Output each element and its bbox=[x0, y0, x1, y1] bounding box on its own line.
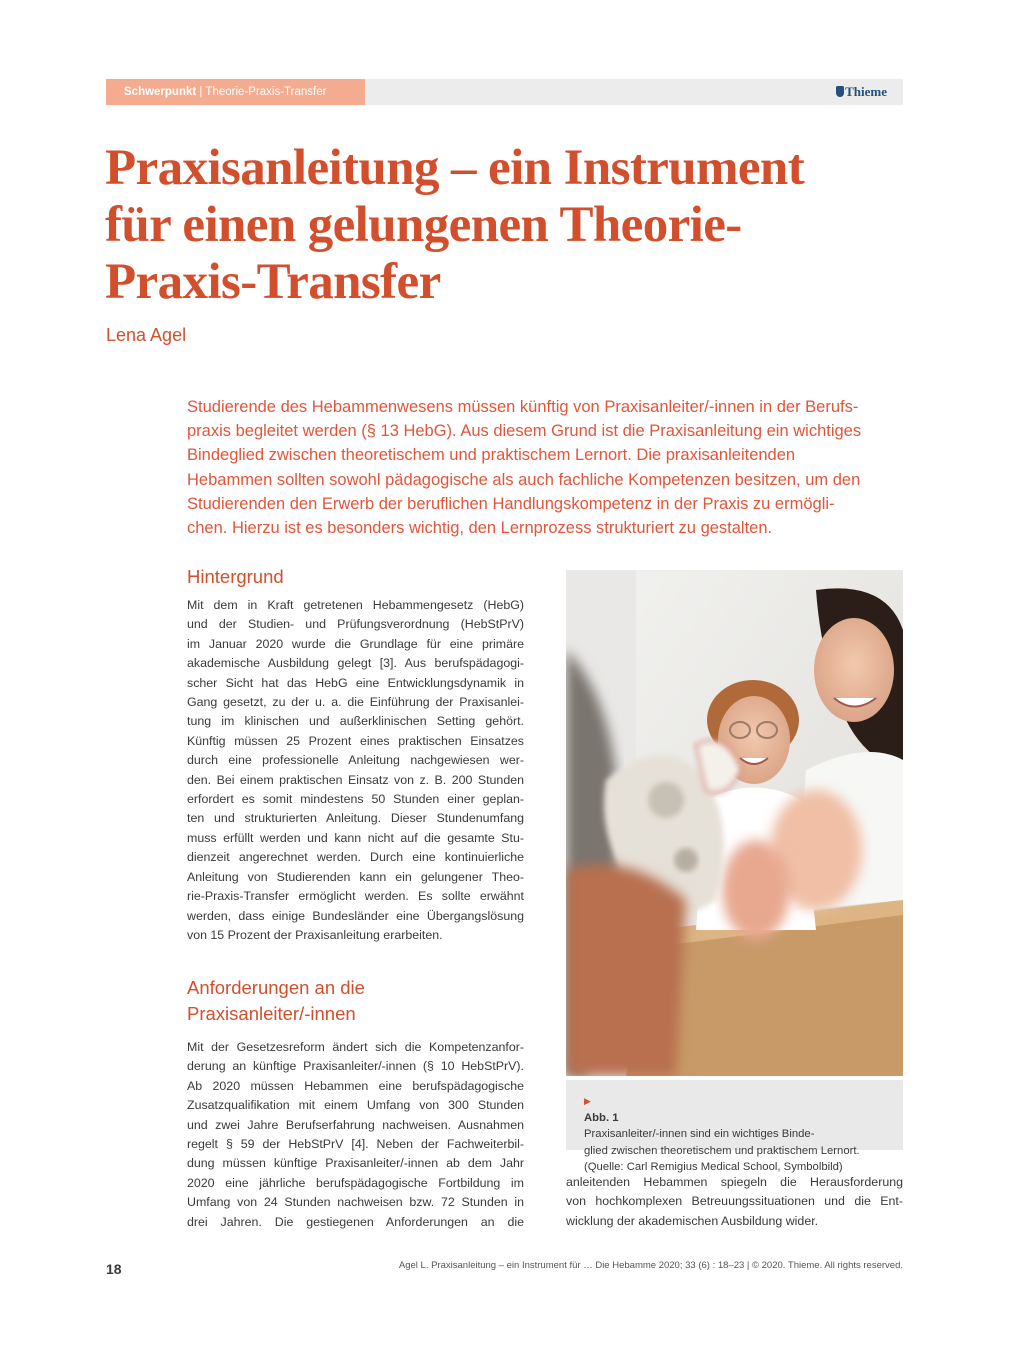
body-line: von 15 Prozent der Praxisanleitung erarbeiten. bbox=[187, 927, 443, 942]
section-tag bbox=[106, 79, 365, 105]
body-line: Mit der Gesetzesreform ändert sich die Kompetenzanfor- bbox=[187, 1040, 524, 1054]
body-line: Mit dem in Kraft getretenen Hebammengesetz (HebG) bbox=[187, 598, 524, 612]
publisher-crest-icon bbox=[836, 86, 844, 97]
caption-line: (Quelle: Carl Remigius Medical School, Symbolbild) bbox=[584, 1161, 843, 1173]
body-line: derung an künftige Praxisanleiter/-innen (§ 10 HebStPrV). bbox=[187, 1059, 524, 1074]
title-line: Praxis-Transfer bbox=[105, 254, 441, 310]
body-line: drei Jahren. Die gestiegenen Anforderungen an die bbox=[187, 1214, 524, 1229]
body-line: ten und strukturierten Anleitung. Dieser Stundenumfang bbox=[187, 811, 524, 826]
abstract-line: Studierenden den Erwerb der beruflichen Handlungskompetenz in der Praxis zu ermögli- bbox=[187, 494, 835, 513]
author-name: Lena Agel bbox=[106, 325, 187, 345]
title-line: Praxisanleitung – ein Instrument bbox=[105, 140, 805, 196]
caption-text: Praxisanleiter/-innen sind ein wichtiges Binde- bbox=[584, 1128, 815, 1140]
section-heading-hintergrund bbox=[187, 564, 284, 590]
body-line: und zwei Jahre Berufserfahrung nachweisen. Ausnahmen bbox=[187, 1117, 524, 1132]
body-line: akademische Ausbildung gelegt [3]. Aus berufspädagogi- bbox=[187, 656, 524, 671]
body-line: den. Bei einem praktischen Einsatz von z. B. 200 Stunden bbox=[187, 772, 524, 787]
body-line: 2020 eine jährliche berufspädagogische Fortbildung im bbox=[187, 1175, 524, 1190]
article-title bbox=[105, 140, 925, 311]
body-line: Anleitung von Studierenden kann ein gelungener Theo- bbox=[187, 869, 524, 884]
body-line: im Januar 2020 wurde die Grundlage für eine primäre bbox=[187, 636, 524, 651]
figure-photo bbox=[566, 570, 903, 1076]
body-line: werden, dass einige Bundesländer eine Übergangslösung bbox=[187, 908, 524, 923]
figure-label: Abb. 1 bbox=[584, 1111, 619, 1124]
body-line: dienzeit angerechnet werden. Durch eine kontinuierliche bbox=[187, 850, 524, 865]
section-separator: | bbox=[199, 86, 203, 98]
heading-line: Hintergrund bbox=[187, 566, 284, 587]
publisher-logo bbox=[836, 79, 887, 105]
body-line: Künftig müssen 25 Prozent eines praktischen Einsatzes bbox=[187, 733, 524, 748]
header-bar bbox=[106, 79, 903, 105]
publisher-name: Thieme bbox=[845, 84, 887, 99]
figure-caption bbox=[566, 1080, 903, 1173]
body-line: muss erfüllt werden und kann nicht auf die gesamte Stu- bbox=[187, 830, 524, 845]
topic-label: Theorie-Praxis-Transfer bbox=[205, 86, 327, 98]
abstract-line: Hebammen sollten sowohl pädagogische als auch fachliche Kompetenzen besitzen, um den bbox=[187, 470, 861, 489]
body-line: Umfang von 24 Stunden nachweisen bzw. 72 Stunden in bbox=[187, 1195, 524, 1210]
photo-illustration bbox=[566, 570, 903, 1076]
abstract-line: chen. Hierzu ist es besonders wichtig, den Lernprozess strukturiert zu gestalten. bbox=[187, 519, 773, 538]
title-line: für einen gelungenen Theorie- bbox=[105, 197, 742, 253]
abstract-line: praxis begleitet werden (§ 13 HebG). Aus diesem Grund ist die Praxisanleitung ein wichtiges bbox=[187, 422, 862, 441]
body-line: anleitenden Hebammen spiegeln die Herausforderung bbox=[566, 1175, 903, 1189]
body-line: von hochkomplexen Betreuungssituationen und die Ent- bbox=[566, 1194, 903, 1209]
body-line: regelt § 59 der HebStPrV [4]. Neben der Fachweiterbil- bbox=[187, 1137, 524, 1152]
abstract-line: Bindeglied zwischen theoretischem und praktischem Lernort. Die praxisanleitenden bbox=[187, 446, 796, 465]
body-line: tung im klinischen und außerklinischen Setting gehört. bbox=[187, 714, 524, 729]
body-line: rie-Praxis-Transfer ermöglicht werden. Es sollte erwähnt bbox=[187, 889, 524, 904]
body-line: dung müssen künftige Praxisanleiter/-innen ab dem Jahr bbox=[187, 1156, 524, 1171]
section-label: Schwerpunkt bbox=[124, 86, 197, 98]
abstract-line: Studierende des Hebammenwesens müssen künftig von Praxisanleiter/-innen in der Berufs- bbox=[187, 398, 859, 416]
body-line: erfordert es somit mindestens 50 Stunden einer geplan- bbox=[187, 792, 524, 807]
section-body-hintergrund bbox=[187, 596, 524, 945]
body-line: und der Studien- und Prüfungsverordnung (HebStPrV) bbox=[187, 617, 524, 632]
heading-line: Anforderungen an die bbox=[187, 977, 365, 998]
section-body-anforderungen bbox=[187, 1038, 524, 1232]
body-line: Gang gesetzt, zu der u. a. die Einführung der Praxisanlei- bbox=[187, 695, 524, 710]
body-line: wicklung der akademischen Ausbildung wider. bbox=[566, 1213, 819, 1228]
caption-line: glied zwischen theoretischem und praktischem Lernort. bbox=[584, 1144, 860, 1157]
page-number: 18 bbox=[106, 1261, 122, 1277]
body-line: Zusatzqualifikation mit einem Umfang von 300 Stunden bbox=[187, 1098, 524, 1113]
footer-citation: Agel L. Praxisanleitung – ein Instrument für … Die Hebamme 2020; 33 (6) : 18–23 | © 2020. Thieme. All rights reserved. bbox=[398, 1260, 903, 1271]
heading-line: Praxisanleiter/-innen bbox=[187, 1003, 356, 1024]
right-column-text bbox=[566, 1173, 903, 1231]
abstract bbox=[187, 395, 927, 540]
caption-line bbox=[584, 1093, 893, 1143]
section-heading-anforderungen bbox=[187, 975, 365, 1027]
body-line: Ab 2020 müssen Hebammen eine berufspädagogische bbox=[187, 1078, 524, 1093]
body-line: durch eine professionelle Anleitung nachgewiesen wer- bbox=[187, 753, 524, 768]
body-line: scher Sicht hat das HebG eine Entwicklungsdynamik in bbox=[187, 675, 524, 690]
caption-arrow-icon: ▶ bbox=[584, 1096, 591, 1106]
